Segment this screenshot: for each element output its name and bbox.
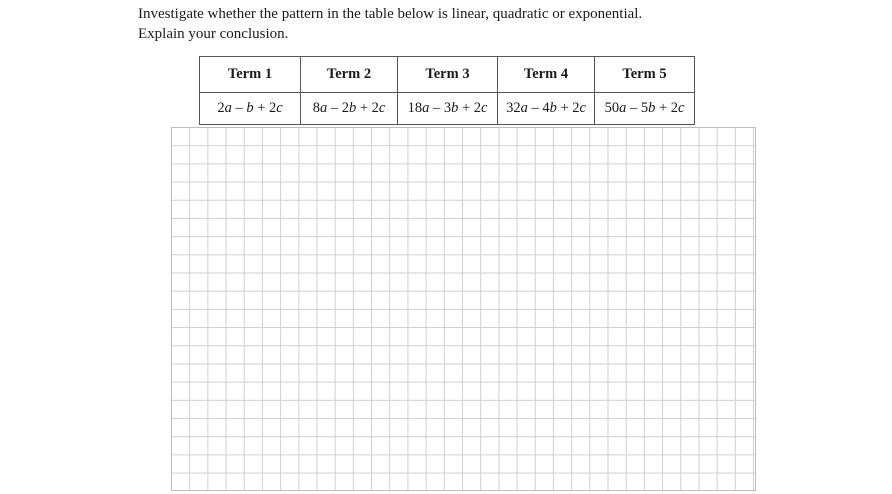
variable-b: b bbox=[549, 100, 557, 116]
variable-c: c bbox=[378, 100, 386, 116]
variable-a: a bbox=[224, 100, 232, 116]
term-1-expression: 2a – b + 2c bbox=[200, 93, 301, 125]
header-term-3: Term 3 bbox=[398, 57, 498, 93]
variable-a: a bbox=[520, 100, 528, 116]
variable-a: a bbox=[422, 100, 430, 116]
variable-b: b bbox=[648, 100, 656, 116]
variable-a: a bbox=[319, 100, 328, 116]
variable-c: c bbox=[481, 100, 488, 116]
term-4-expression: 32a – 4b + 2c bbox=[498, 93, 595, 125]
header-term-4: Term 4 bbox=[498, 57, 595, 93]
variable-c: c bbox=[678, 100, 685, 116]
variable-b: b bbox=[348, 100, 357, 116]
header-term-5: Term 5 bbox=[595, 57, 695, 93]
variable-b: b bbox=[246, 100, 254, 116]
answer-grid[interactable] bbox=[171, 127, 756, 491]
header-term-1: Term 1 bbox=[200, 57, 301, 93]
variable-c: c bbox=[276, 100, 283, 116]
question-line-2: Explain your conclusion. bbox=[138, 26, 289, 42]
term-3-expression: 18a – 3b + 2c bbox=[398, 93, 498, 125]
term-5-expression: 50a – 5b + 2c bbox=[595, 93, 695, 125]
terms-table bbox=[199, 56, 695, 125]
variable-b: b bbox=[451, 100, 459, 116]
header-term-2: Term 2 bbox=[301, 57, 398, 93]
header-row bbox=[200, 57, 695, 93]
variable-c: c bbox=[579, 100, 586, 116]
variable-a: a bbox=[619, 100, 627, 116]
term-2-expression: 8a – 2b + 2c bbox=[301, 93, 398, 125]
question-line-1: Investigate whether the pattern in the table below is linear, quadratic or exponential. bbox=[138, 6, 643, 22]
question-text bbox=[138, 4, 642, 44]
expression-row bbox=[200, 93, 695, 125]
